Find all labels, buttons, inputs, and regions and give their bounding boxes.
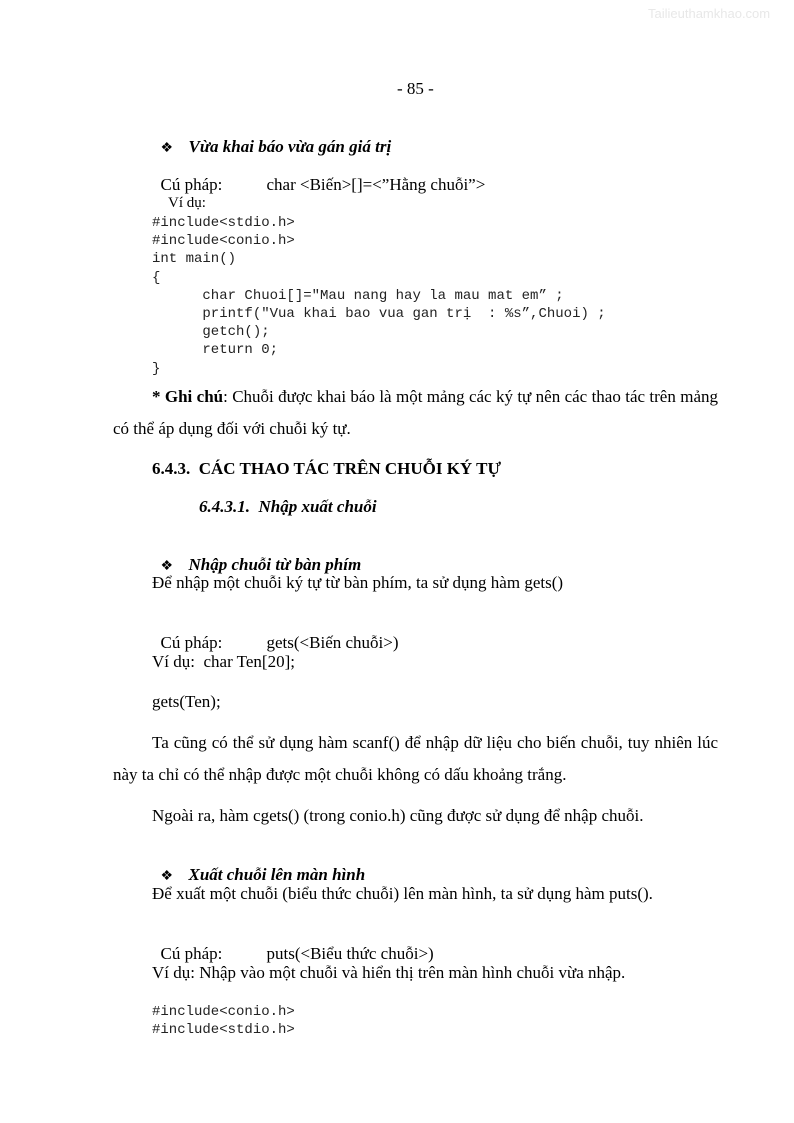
section-heading-declare-init [152, 117, 391, 157]
code-line: #include<conio.h> [152, 233, 295, 250]
subheading: 6.4.3.1. Nhập xuất chuỗi [199, 497, 377, 516]
code-line: printf("Vua khai bao vua gan trị : %s”,Chuoi) ; [152, 305, 606, 322]
syntax-line [152, 155, 485, 195]
code-line: return 0; [152, 342, 279, 359]
syntax-value: puts(<Biểu thức chuỗi>) [266, 944, 434, 963]
code-line: #include<stdio.h> [152, 215, 295, 231]
note-label: * Ghi chú [152, 387, 224, 406]
code-line: char Chuoi[]="Mau nang hay la mau mat em” ; [152, 287, 564, 304]
diamond-bullet-icon: ❖ [160, 869, 174, 884]
note-text: : Chuỗi được khai báo là một mảng các ký tự nên các thao tác trên mảng có thể áp dụng đối với chuỗi ký tự. [113, 387, 718, 438]
page-number: - 85 - [397, 79, 434, 98]
section-heading-text: Xuất chuỗi lên màn hình [188, 865, 366, 884]
code-block-1 [152, 214, 606, 378]
code-line: { [152, 269, 161, 286]
code-line: #include<conio.h> [152, 1004, 295, 1020]
code-block-2 [152, 1003, 295, 1039]
section-heading-text: Nhập chuỗi từ bàn phím [188, 555, 362, 574]
example-line: Ví dụ: char Ten[20]; [152, 652, 295, 671]
watermark: Tailieuthamkhao.com [648, 6, 771, 21]
code-line: getch(); [152, 324, 270, 341]
syntax-line [152, 924, 434, 964]
syntax-value: gets(<Biến chuỗi>) [266, 633, 399, 652]
section-heading-output [152, 845, 365, 885]
output-example: Ví dụ: Nhập vào một chuỗi và hiển thị trên màn hình chuỗi vừa nhập. [152, 963, 626, 982]
syntax-line [152, 613, 399, 653]
note-paragraph [113, 381, 718, 445]
diamond-bullet-icon: ❖ [160, 141, 174, 156]
cgets-paragraph: Ngoài ra, hàm cgets() (trong conio.h) cũng được sử dụng để nhập chuỗi. [152, 806, 644, 825]
output-intro: Để xuất một chuỗi (biểu thức chuỗi) lên màn hình, ta sử dụng hàm puts(). [152, 884, 653, 903]
example-label: Ví dụ: [168, 195, 206, 211]
syntax-label: Cú pháp: [160, 175, 223, 194]
chapter-heading: 6.4.3. CÁC THAO TÁC TRÊN CHUỖI KÝ TỰ [152, 459, 502, 478]
scanf-paragraph: Ta cũng có thể sử dụng hàm scanf() để nhập dữ liệu cho biến chuỗi, tuy nhiên lúc này ta chỉ có thể nhập được một chuỗi không có dấu khoảng trắng. [113, 733, 718, 784]
code-line: } [152, 360, 161, 377]
code-line: int main() [152, 251, 237, 268]
input-intro: Để nhập một chuỗi ký tự từ bàn phím, ta sử dụng hàm gets() [152, 573, 564, 592]
syntax-value: char <Biến>[]=<”Hằng chuỗi”> [266, 175, 486, 194]
syntax-label: Cú pháp: [160, 633, 223, 652]
diamond-bullet-icon: ❖ [160, 559, 174, 574]
section-heading-input [152, 535, 361, 575]
example-line-2: gets(Ten); [152, 692, 221, 711]
section-heading-text: Vừa khai báo vừa gán giá trị [188, 137, 392, 156]
syntax-label: Cú pháp: [160, 944, 223, 963]
code-line: #include<stdio.h> [152, 1022, 295, 1039]
